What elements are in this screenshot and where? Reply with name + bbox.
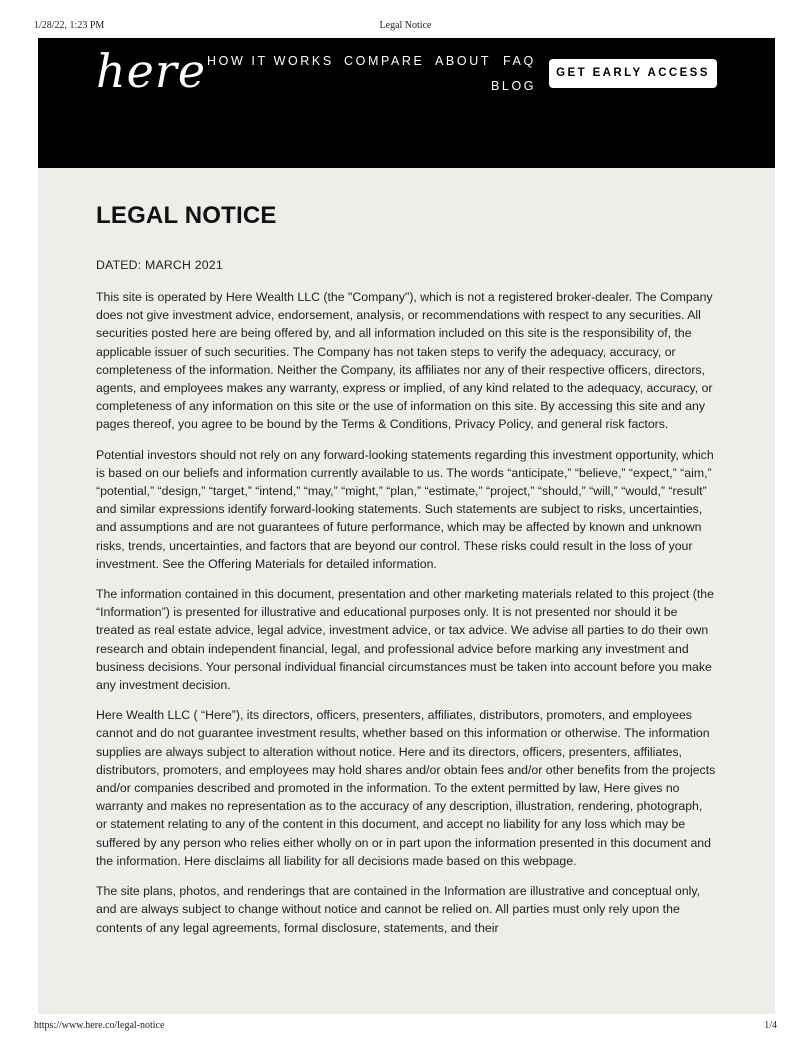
- paragraph-operator-disclaimer: This site is operated by Here Wealth LLC (the "Company"), which is not a registered broker-dealer. The Company does not give investment advice, endorsement, analysis, or recommendations with respect to any securities. All securities posted here are being offered by, and all information included on this site is the responsibility of, the applicable issuer of such securities. The Company has not taken steps to verify the adequacy, accuracy, or completeness of the information. Neither the Company, its affiliates nor any of their respective officers, directors, agents, and employees makes any warranty, express or implied, of any kind related to the adequacy, accuracy, or completeness of any information on this site or the use of information on this site. By accessing this site and any pages thereof, you agree to be bound by the Terms & Conditions, Privacy Policy, and general risk factors.: [96, 290, 713, 432]
- nav-about[interactable]: ABOUT: [435, 54, 492, 68]
- paragraph-forward-looking: Potential investors should not rely on any forward-looking statements regarding this investment opportunity, which is based on our beliefs and information currently available to us. The words “anticipate,” “believe,” “expect,” “aim,” “potential,” “design,” “target,” “intend,” “may,” “might,” “plan,” “estimate,” “project,” “should,” “will,” “would,” “result” and similar expressions identify forward-looking statements. Such statements are subject to risks, uncertainties, and assumptions and are not guarantees of future performance, which may be affected by known and unknown risks, trends, uncertainties, and factors that are beyond our control. These risks could result in the loss of your investment. See the Offering Materials for detailed information.: [96, 447, 714, 571]
- nav-compare[interactable]: COMPARE: [344, 54, 425, 68]
- get-early-access-button[interactable]: GET EARLY ACCESS: [549, 59, 717, 88]
- dated-line: DATED: MARCH 2021: [96, 258, 223, 272]
- here-logo[interactable]: here: [96, 44, 207, 98]
- print-page-number: 1/4: [764, 1020, 777, 1031]
- nav-how-it-works[interactable]: HOW IT WORKS: [207, 54, 334, 68]
- print-footer: [0, 1014, 811, 1044]
- print-doc-title: Legal Notice: [379, 20, 432, 31]
- print-datetime: 1/28/22, 1:23 PM: [34, 20, 105, 31]
- paragraph-no-guarantee: Here Wealth LLC ( “Here”), its directors, officers, presenters, affiliates, distributors, promoters, and employees cannot and do not guarantee investment results, whether based on this information or otherwise. The information supplies are always subject to alteration without notice. Here and its directors, officers, presenters, affiliates, distributors, promoters, and employees may hold shares and/or obtain fees and/or other benefits from the projects and/or companies described and promoted in the information. To the extent permitted by law, Here gives no warranty and makes no representation as to the accuracy of any description, illustration, rendering, photograph, or statement relating to any of the content in this document, and accept no liability for any loss which may be suffered by any person who relies either wholly on or in part upon the information presented in this document and the information. Here disclaims all liability for all decisions made based on this webpage.: [96, 708, 716, 868]
- print-header: [0, 0, 811, 36]
- paragraph-information-purpose: The information contained in this document, presentation and other marketing materials related to this project (the “Information”) is presented for illustrative and educational purposes only. It is not presented nor should it be treated as real estate advice, legal advice, investment advice, or tax advice. We advise all parties to do their own research and obtain independent financial, legal, and professional advice before marking any investment and business decisions. Your personal individual financial circumstances must be taken into account before you make any investment decision.: [96, 587, 714, 693]
- webpage: [38, 38, 775, 1014]
- page-title: LEGAL NOTICE: [96, 202, 277, 229]
- nav-blog[interactable]: BLOG: [491, 79, 537, 93]
- paragraph-site-plans: The site plans, photos, and renderings that are contained in the Information are illustrative and conceptual only, and are always subject to change without notice and cannot be relied on. All parties must only rely upon the contents of any legal agreements, formal disclosure, statements, and their: [96, 884, 701, 935]
- print-url: https://www.here.co/legal-notice: [34, 1020, 165, 1031]
- site-header: [38, 38, 775, 168]
- nav-faq[interactable]: FAQ: [503, 54, 536, 68]
- legal-body: [96, 288, 716, 949]
